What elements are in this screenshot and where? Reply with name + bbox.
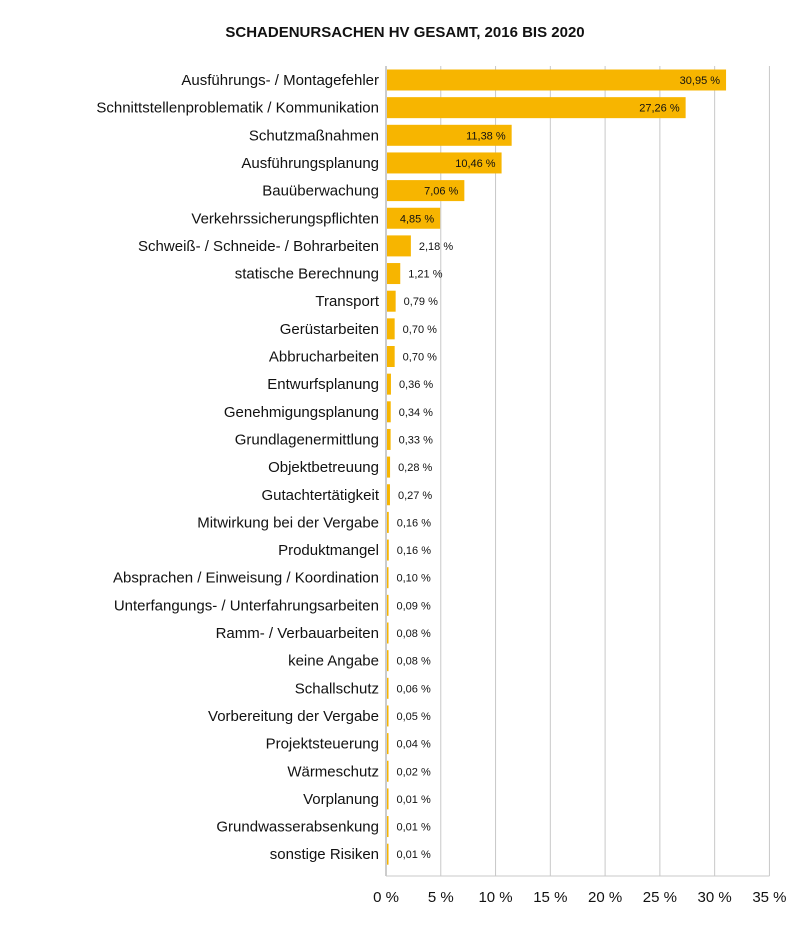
category-label: sonstige Risiken — [269, 846, 379, 864]
bar — [387, 705, 389, 726]
bar — [387, 678, 389, 699]
data-label: 0,16 % — [396, 545, 432, 558]
bar — [387, 70, 726, 91]
bar — [387, 429, 391, 450]
category-label: Mitwirkung bei der Vergabe — [197, 514, 379, 532]
category-label: Vorplanung — [303, 790, 379, 808]
bar — [387, 540, 389, 561]
data-label: 0,08 % — [396, 628, 431, 640]
data-label: 0,02 % — [396, 766, 431, 779]
value-labels — [397, 75, 721, 861]
bar — [387, 401, 391, 422]
category-label: Schutzmaßnahmen — [248, 127, 379, 145]
data-label: 0,01 % — [396, 849, 431, 862]
category-label: Wärmeschutz — [287, 763, 379, 781]
data-label: 4,85 % — [399, 213, 435, 226]
x-tick-label: 25 % — [642, 889, 677, 906]
data-label: 0,04 % — [396, 738, 431, 751]
data-label: 0,05 % — [396, 710, 431, 723]
category-label: Schweiß- / Schneide- / Bohrarbeiten — [138, 237, 379, 255]
category-label: Absprachen / Einweisung / Koordination — [112, 569, 379, 587]
x-tick-label: 0 % — [373, 889, 399, 906]
category-label: Entwurfsplanung — [267, 376, 379, 394]
data-label: 10,46 % — [455, 157, 496, 170]
data-label: 7,06 % — [424, 185, 459, 198]
x-tick-label: 30 % — [697, 889, 732, 906]
x-tick-label: 35 % — [752, 889, 787, 906]
category-label: statische Berechnung — [234, 265, 379, 283]
bar — [387, 733, 389, 754]
bar — [387, 761, 389, 782]
category-label: Bauüberwachung — [262, 182, 379, 200]
data-label: 0,36 % — [398, 379, 434, 392]
data-label: 2,18 % — [418, 240, 454, 253]
bar — [387, 457, 390, 478]
bar — [387, 291, 396, 312]
category-label: Ramm- / Verbauarbeiten — [215, 625, 379, 642]
category-label: Gutachtertätigkeit — [261, 486, 379, 504]
category-label: keine Angabe — [288, 652, 379, 670]
data-label: 0,70 % — [402, 351, 437, 364]
x-tick-label: 15 % — [533, 889, 568, 906]
bar — [387, 484, 390, 505]
bar — [387, 623, 389, 644]
data-label: 0,34 % — [398, 406, 433, 419]
bar — [387, 318, 395, 339]
category-label: Produktmangel — [278, 542, 379, 560]
category-label: Grundwasserabsenkung — [216, 818, 379, 836]
category-label: Schallschutz — [294, 680, 379, 698]
bar — [387, 595, 389, 616]
bar — [387, 816, 389, 837]
category-label: Gerüstarbeiten — [279, 320, 379, 338]
data-label: 0,01 % — [396, 821, 431, 834]
category-label: Unterfangungs- / Unterfahrungsarbeiten — [113, 597, 379, 615]
bar — [387, 650, 389, 671]
category-label: Genehmigungsplanung — [223, 403, 379, 421]
data-label: 0,79 % — [403, 296, 438, 309]
bar — [387, 235, 411, 256]
category-label: Projektsteuerung — [265, 735, 379, 753]
x-tick-label: 20 % — [587, 889, 623, 906]
data-label: 30,95 % — [679, 75, 721, 87]
bar — [387, 512, 389, 533]
bar — [387, 788, 389, 809]
data-label: 0,16 % — [396, 517, 432, 530]
data-label: 11,38 % — [466, 130, 506, 143]
bar — [387, 346, 395, 367]
category-label: Transport — [315, 293, 379, 311]
bar — [387, 374, 391, 395]
category-labels — [96, 72, 379, 863]
bar — [387, 567, 389, 588]
data-label: 0,08 % — [396, 655, 431, 668]
category-label: Vorbereitung der Vergabe — [208, 707, 379, 725]
x-tick-label: 5 % — [427, 889, 454, 906]
category-label: Abbrucharbeiten — [268, 348, 379, 366]
category-label: Objektbetreuung — [268, 459, 379, 477]
data-label: 0,06 % — [396, 683, 431, 696]
category-label: Verkehrssicherungspflichten — [191, 210, 379, 228]
data-label: 0,28 % — [398, 462, 433, 475]
data-label: 0,33 % — [398, 434, 433, 447]
data-label: 0,10 % — [396, 572, 431, 585]
category-label: Ausführungsplanung — [241, 154, 379, 172]
data-label: 27,26 % — [639, 102, 680, 115]
data-label: 0,01 % — [396, 793, 431, 806]
x-axis-ticks — [373, 889, 786, 906]
category-label: Schnittstellenproblematik / Kommunikation — [96, 99, 379, 117]
data-label: 1,21 % — [408, 268, 443, 281]
data-label: 0,09 % — [396, 600, 431, 613]
data-label: 0,70 % — [402, 323, 437, 336]
x-tick-label: 10 % — [478, 889, 513, 906]
data-label: 0,27 % — [397, 489, 433, 502]
bar — [387, 263, 400, 284]
category-label: Grundlagenermittlung — [234, 431, 379, 449]
category-label: Ausführungs- / Montagefehler — [181, 72, 379, 89]
chart-title: SCHADENURSACHEN HV GESAMT, 2016 BIS 2020 — [225, 24, 585, 41]
bar — [387, 844, 389, 865]
